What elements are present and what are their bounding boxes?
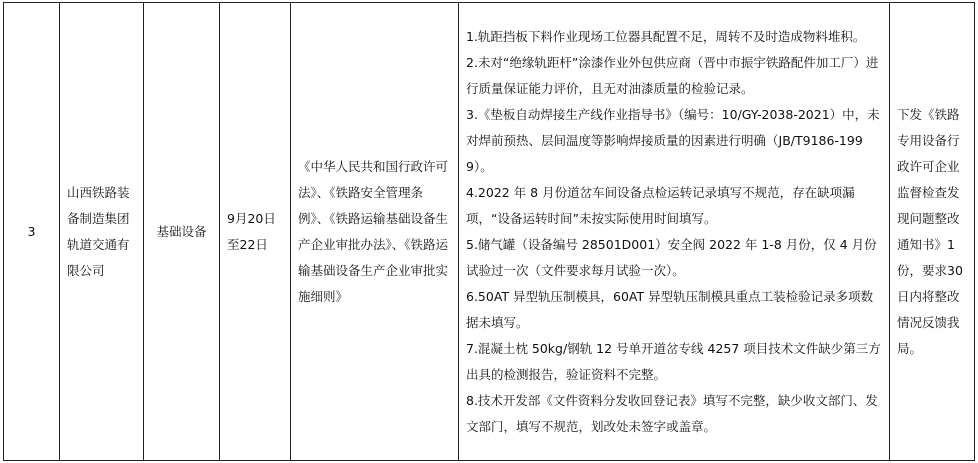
legal-basis: 《中华人民共和国行政许可法》、《铁路安全管理条例》、《铁路运输基础设备生产企业审批办法》、《铁路运输基础设备生产企业审批实施细则》 [291, 3, 459, 461]
issue-item: 8.技术开发部《文件资料分发收回登记表》填写不完整，缺少收文部门、发文部门，填写不规范，划改处未签字或盖章。 [466, 392, 878, 434]
issue-item: 6.50AT 异型轨压制模具，60AT 异型轨压制模具重点工装检验记录多项数据未填写。 [466, 288, 874, 330]
row-number: 3 [4, 3, 60, 461]
issue-item: 7.混凝土枕 50kg/钢轨 12 号单开道岔专线 4257 项目技术文件缺少第三方出具的检测报告，验证资料不完整。 [466, 340, 881, 382]
inspection-date: 9月20日至22日 [220, 3, 291, 461]
issue-item: 5.储气罐（设备编号 28501D001）安全阀 2022 年 1-8 月份，仅 4 月份试验过一次（文件要求每月试验一次）。 [466, 236, 877, 278]
inspection-record-table [3, 2, 975, 461]
inspected-unit: 山西铁路装备制造集团轨道交通有限公司 [60, 3, 144, 461]
issue-item: 1.轨距挡板下料作业现场工位器具配置不足，周转不及时造成物料堆积。 [466, 28, 866, 44]
issues-found [459, 3, 890, 461]
issue-item: 3.《垫板自动焊接生产线作业指导书》（编号：10/GY-2038-2021）中，未对焊前预热、层间温度等影响焊接质量的因素进行明确（JB/T9186-1999）。 [466, 106, 880, 174]
equipment-category: 基础设备 [144, 3, 220, 461]
table-row [4, 3, 975, 461]
rectification-action: 下发《铁路专用设备行政许可企业监督检查发现问题整改通知书》1份，要求30日内将整改情况反馈我局。 [890, 3, 975, 461]
issue-item: 2.未对“绝缘轨距杆”涂漆作业外包供应商（晋中市振宇铁路配件加工厂）进行质量保证能力评价，且无对油漆质量的检验记录。 [466, 54, 879, 96]
issue-item: 4.2022 年 8 月份道岔车间设备点检运转记录填写不规范，存在缺项漏项，“设备运转时间”未按实际使用时间填写。 [466, 184, 855, 226]
